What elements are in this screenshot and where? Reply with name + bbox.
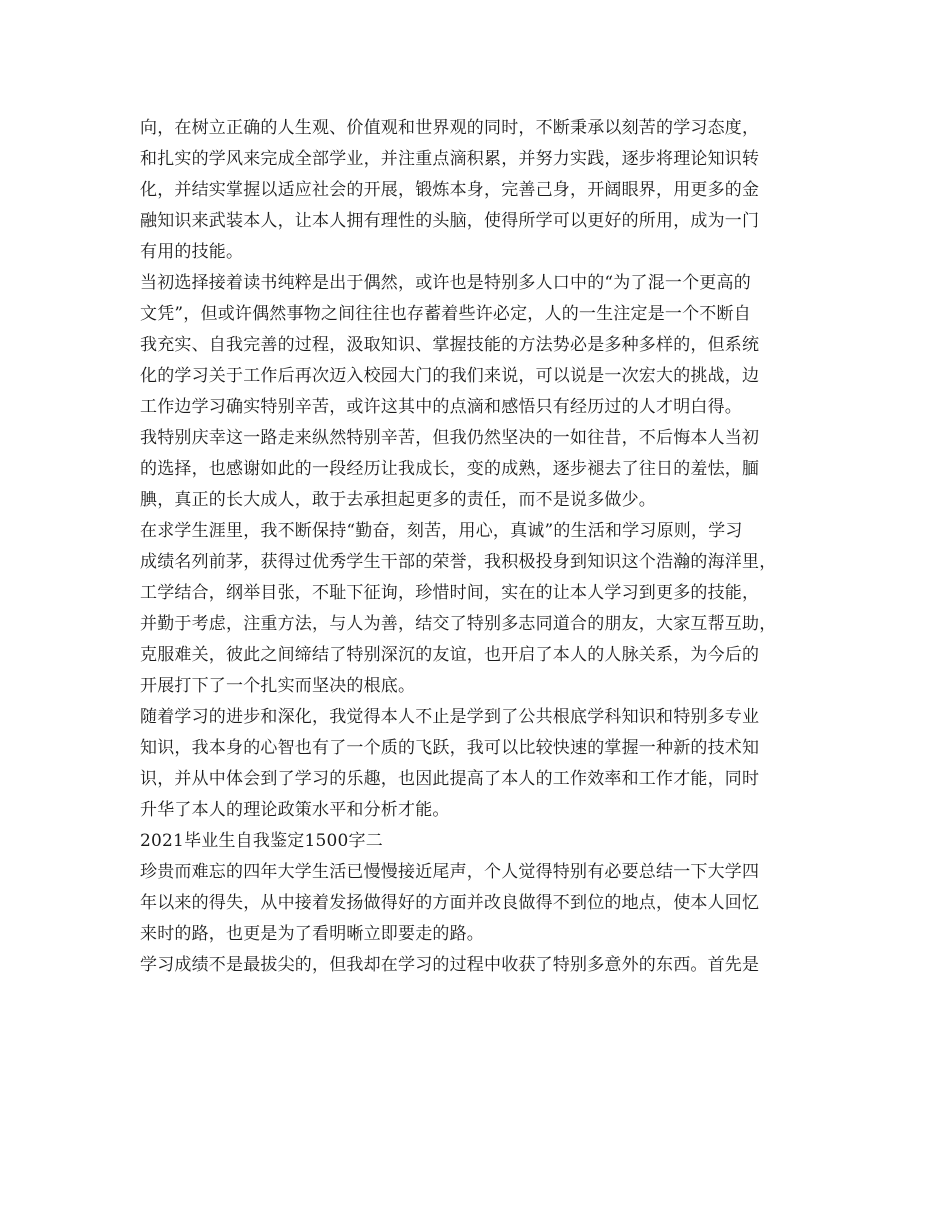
text-line: 化，并结实掌握以适应社会的开展，锻炼本身，完善己身，开阔眼界，用更多的金 (140, 180, 760, 200)
paragraph-1 (140, 113, 830, 268)
paragraph-4 (140, 516, 830, 702)
text-line: 文凭”，但或许偶然事物之间往往也存蓄着些许必定，人的一生注定是一个不断自 (140, 304, 751, 324)
text-line: 和扎实的学风来完成全部学业，并注重点滴积累，并努力实践，逐步将理论知识转 (140, 149, 760, 169)
text-line: 识，并从中体会到了学习的乐趣，也因此提高了本人的工作效率和工作才能，同时 (140, 769, 760, 789)
text-line: 有用的技能。 (140, 242, 244, 262)
text-line: 年以来的得失，从中接着发扬做得好的方面并改良做得不到位的地点，使本人回忆 (140, 893, 760, 913)
text-line: 腆，真正的长大成人，敢于去承担起更多的责任，而不是说多做少。 (140, 490, 656, 510)
text-line: 工作边学习确实特别辛苦，或许这其中的点滴和感悟只有经历过的人才明白得。 (140, 397, 742, 417)
text-line: 融知识来武装本人，让本人拥有理性的头脑，使得所学可以更好的所用，成为一门 (140, 211, 760, 231)
text-line: 知识，我本身的心智也有了一个质的飞跃，我可以比较快速的掌握一种新的技术知 (140, 738, 760, 758)
paragraph-3 (140, 423, 830, 516)
paragraph-5 (140, 702, 830, 826)
text-line: 我充实、自我完善的过程，汲取知识、掌握技能的方法势必是多种多样的，但系统 (140, 335, 760, 355)
text-line: 向，在树立正确的人生观、价值观和世界观的同时，不断秉承以刻苦的学习态度， (140, 118, 760, 138)
paragraph-7 (140, 950, 830, 981)
text-line: 开展打下了一个扎实而坚决的根底。 (140, 676, 416, 696)
text-line: 化的学习关于工作后再次迈入校园大门的我们来说，可以说是一次宏大的挑战，边 (140, 366, 760, 386)
text-line: 学习成绩不是最拔尖的，但我却在学习的过程中收获了特别多意外的东西。首先是 (140, 955, 760, 975)
section-heading: 2021毕业生自我鉴定1500字二 (140, 831, 383, 851)
document-body (140, 113, 830, 981)
text-line: 成绩名列前茅，获得过优秀学生干部的荣誉，我积极投身到知识这个浩瀚的海洋里， (140, 552, 777, 572)
text-line: 的选择，也感谢如此的一段经历让我成长，变的成熟，逐步褪去了往日的羞怯，腼 (140, 459, 760, 479)
text-line: 在求学生涯里，我不断保持“勤奋，刻苦，用心，真诚”的生活和学习原则，学习 (140, 521, 743, 541)
text-line: 克服难关，彼此之间缔结了特别深沉的友谊，也开启了本人的人脉关系，为今后的 (140, 645, 760, 665)
text-line: 当初选择接着读书纯粹是出于偶然，或许也是特别多人口中的“为了混一个更高的 (140, 273, 751, 293)
paragraph-6 (140, 857, 830, 950)
paragraph-2 (140, 268, 830, 423)
text-line: 珍贵而难忘的四年大学生活已慢慢接近尾声，个人觉得特别有必要总结一下大学四 (140, 862, 760, 882)
text-line: 工学结合，纲举目张，不耻下征询，珍惜时间，实在的让本人学习到更多的技能， (140, 583, 760, 603)
text-line: 来时的路，也更是为了看明晰立即要走的路。 (140, 924, 484, 944)
text-line: 我特别庆幸这一路走来纵然特别辛苦，但我仍然坚决的一如往昔，不后悔本人当初 (140, 428, 760, 448)
text-line: 并勤于考虑，注重方法，与人为善，结交了特别多志同道合的朋友，大家互帮互助， (140, 614, 777, 634)
text-line: 随着学习的进步和深化，我觉得本人不止是学到了公共根底学科知识和特别多专业 (140, 707, 760, 727)
text-line: 升华了本人的理论政策水平和分析才能。 (140, 800, 450, 820)
